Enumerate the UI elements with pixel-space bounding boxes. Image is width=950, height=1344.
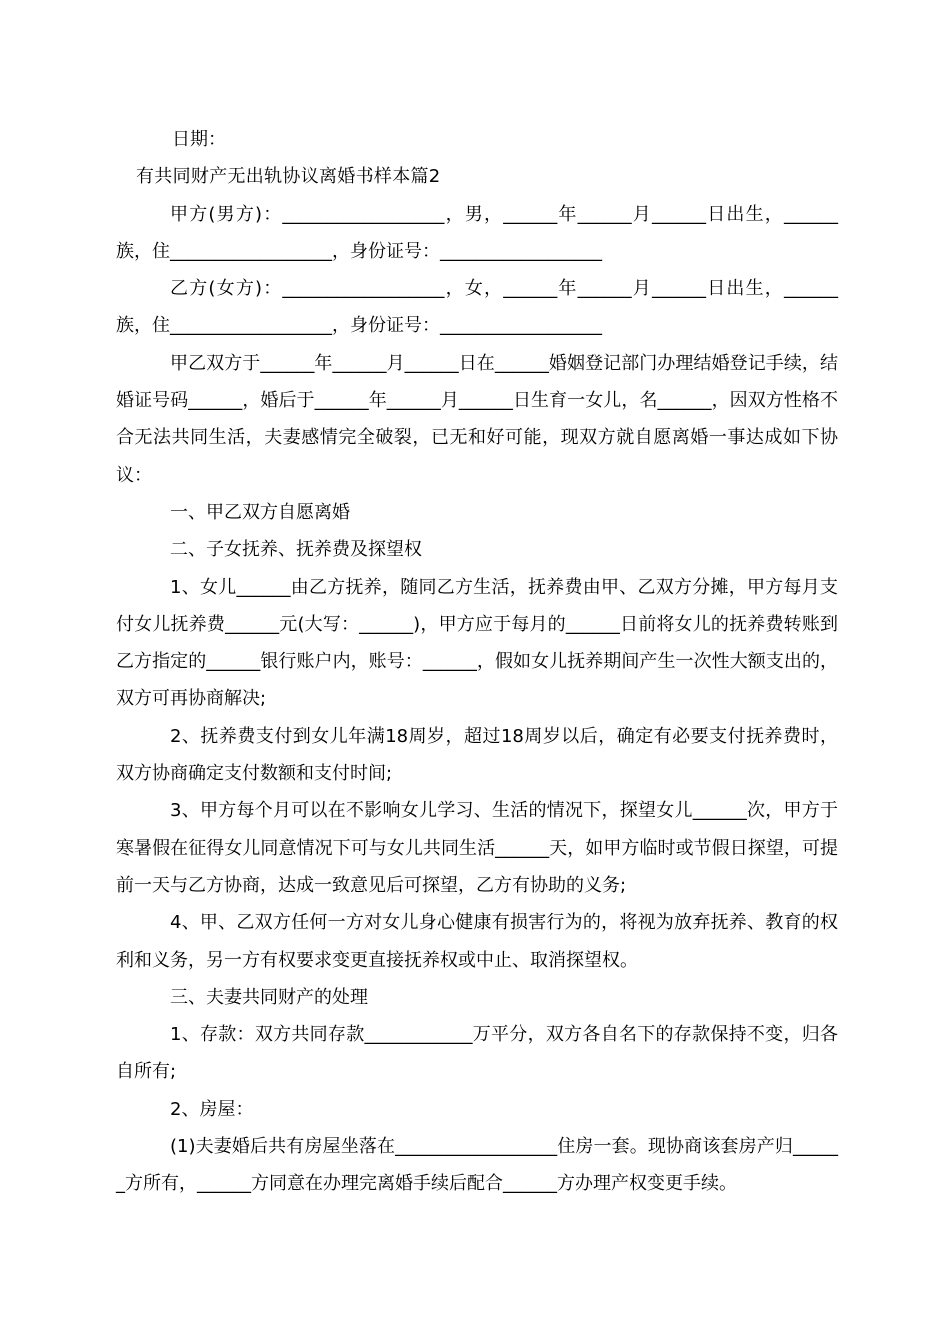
custody-item-4: 4、甲、乙双方任何一方对女儿身心健康有损害行为的，将视为放弃抚养、教育的权利和义务，另一方有权要求变更直接抚养权或中止、取消探望权。: [116, 912, 838, 971]
date-label: 日期：: [172, 129, 226, 150]
property-item-2-1: (1)夫妻婚后共有房屋坐落在__________________住房一套。现协商该套房产归______方所有，______方同意在办理完离婚手续后配合______方办理产权变更手续。: [116, 1136, 838, 1195]
document-page: [116, 121, 838, 1203]
section-heading-divorce: 一、甲乙双方自愿离婚: [170, 501, 350, 523]
custody-item-1: 1、女儿______由乙方抚养，随同乙方生活，抚养费由甲、乙双方分摊，甲方每月支付女儿抚养费______元(大写：______)，甲方应于每月的______日前将女儿的抚养费转账到乙方指定的______银行账户内，账号：______，假如女儿抚养期间产生一次性大额支出的，双方可再协商解决;: [116, 576, 838, 710]
custody-item-2: 2、抚养费支付到女儿年满18周岁，超过18周岁以后，确定有必要支付抚养费时，双方协商确定支付数额和支付时间;: [116, 725, 838, 785]
property-item-1: 1、存款：双方共同存款____________万平分，双方各自名下的存款保持不变，归各自所有;: [116, 1024, 838, 1083]
section-heading-property: 三、夫妻共同财产的处理: [170, 986, 368, 1008]
party-b-paragraph: 乙方(女方)：__________________，女，______年______月______日出生，______族，住__________________，身份证号：__________________: [116, 278, 838, 337]
document-title: 有共同财产无出轨协议离婚书样本篇2: [136, 166, 441, 188]
section-heading-custody: 二、子女抚养、抚养费及探望权: [170, 539, 422, 561]
party-a-paragraph: 甲方(男方)：__________________，男，______年______月______日出生，______族，住__________________，身份证号：__________________: [116, 203, 838, 262]
property-item-2: 2、房屋：: [170, 1098, 254, 1120]
custody-item-3: 3、甲方每个月可以在不影响女儿学习、生活的情况下，探望女儿______次，甲方于寒暑假在征得女儿同意情况下可与女儿共同生活______天，如甲方临时或节假日探望，可提前一天与乙方协商，达成一致意见后可探望，乙方有协助的义务;: [116, 800, 838, 896]
intro-paragraph: 甲乙双方于______年______月______日在______婚姻登记部门办理结婚登记手续，结婚证号码______，婚后于______年______月______日生育一女儿，名______，因双方性格不合无法共同生活，夫妻感情完全破裂，已无和好可能，现双方就自愿离婚一事达成如下协议：: [116, 352, 838, 486]
